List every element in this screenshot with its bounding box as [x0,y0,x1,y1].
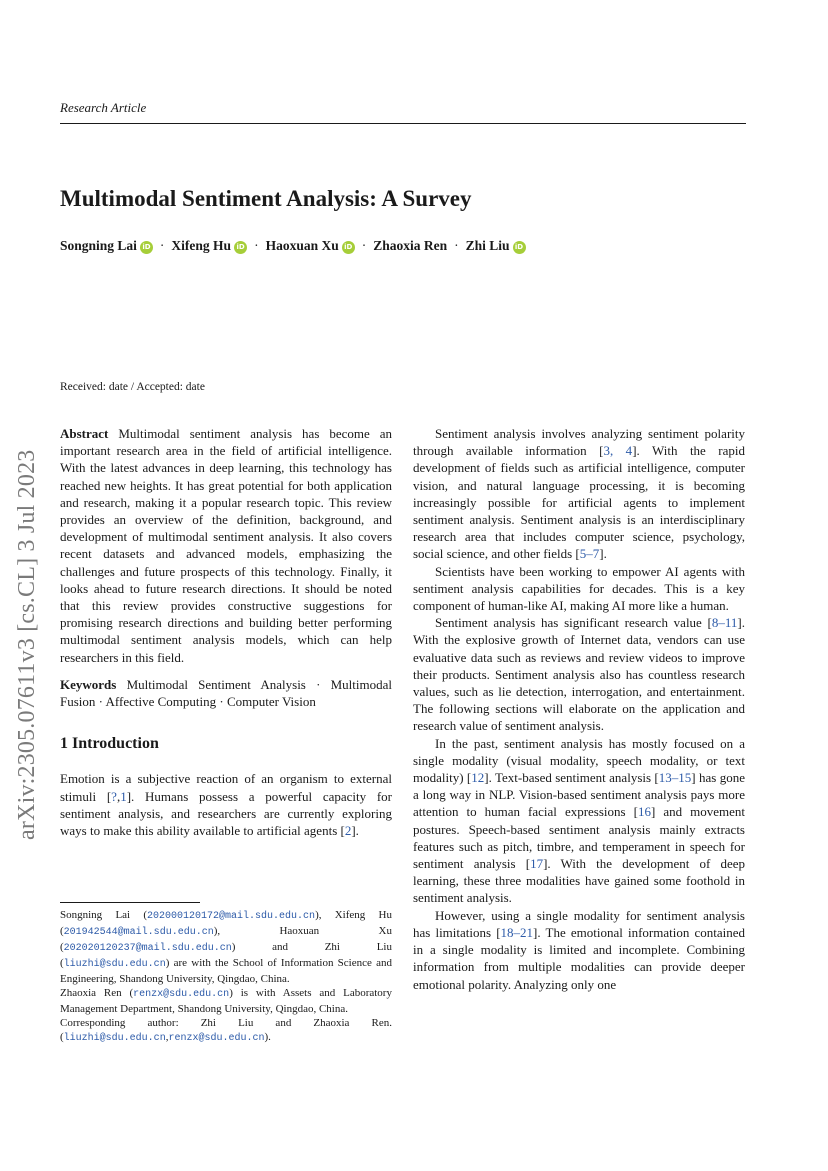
text-span: ]. The emotional information contained in a single modality is limited and incomplete. Combining information from multiple modalities can provide deeper emotional polarity. Analyzing only one [413,924,745,992]
email-link[interactable]: renzx@sdu.edu.cn [168,1033,265,1044]
footnote-affiliation [60,986,392,1016]
author-name: Zhi Liu [465,238,510,253]
author-list [60,237,580,255]
text-span: However, using a single modality for sentiment analysis has limitations [ [413,907,745,940]
abstract [60,425,392,666]
author-name: Haoxuan Xu [265,238,339,253]
orcid-icon[interactable]: iD [342,241,355,254]
body-paragraph [413,907,745,993]
text-span: ) and Zhi Liu ( [60,941,392,969]
text-span: Emotion is a subjective reaction of an organism to external stimuli [ [60,771,392,804]
citation-link[interactable]: 16 [637,804,651,820]
text-span: ] has gone a long way in NLP. Vision-based sentiment analysis pays more attention to human facial expressions [ [413,770,745,820]
text-span: ]. Text-based sentiment analysis [ [484,770,659,786]
citation-link[interactable]: 1 [120,788,127,804]
running-head: Research Article [60,100,147,115]
citation-link[interactable]: 13–15 [658,770,692,786]
email-link[interactable]: 202020120237@mail.sdu.edu.cn [63,943,232,954]
text-span: , [165,1031,169,1043]
citation-link[interactable]: ? [111,788,117,804]
text-span: ) is with Assets and Laboratory Management Department, Shandong University, Qingdao, China. [60,987,392,1015]
author-name: Xifeng Hu [171,238,232,253]
orcid-icon[interactable]: iD [234,241,247,254]
left-column [60,425,392,839]
footnote-affiliation [60,908,392,986]
arxiv-identifier[interactable]: arXiv:2305.07611v3 [cs.CL] 3 Jul 2023 [14,449,40,840]
keywords [60,676,392,710]
intro-paragraph [60,770,392,839]
right-column [413,425,745,993]
text-span: ]. With the rapid development of fields such as artificial intelligence, computer vision, and natural language processing, it is becoming increasingly possible for artificial agents to implement sentiment analysis. Sentiment analysis is an interdisciplinary research area that includes computer science, psychology, social science, and other fields [ [413,443,745,562]
author-separator: · [361,238,367,253]
orcid-icon[interactable]: iD [513,241,526,254]
text-span: Sentiment analysis involves analyzing sentiment polarity through available information [ [413,426,745,459]
footnote-corresponding [60,1016,392,1046]
citation-link[interactable]: 17 [530,856,544,872]
author-separator: · [254,238,259,253]
keywords-label: Keywords [60,676,117,692]
author-name: Songning Lai [60,238,137,253]
text-span: In the past, sentiment analysis has mostly focused on a single modality (visual modality, speech modality, or text modality) [ [413,735,745,786]
footnotes [60,908,392,1046]
author-separator: · [454,238,459,253]
text-span: Zhaoxia Ren ( [60,987,134,999]
text-span: ), Xifeng Hu ( [60,909,392,937]
text-span: ]. Humans possess a powerful capacity for sentiment analysis, and researchers are currently exploring ways to make this ability available to artificial agents [ [60,788,392,839]
section-heading: 1 Introduction [60,735,159,753]
email-link[interactable]: 202000120172@mail.sdu.edu.cn [147,911,316,922]
citation-link[interactable]: 3, 4 [603,443,633,459]
received-date: Received: date / Accepted: date [60,381,205,393]
email-link[interactable]: renzx@sdu.edu.cn [133,989,230,1000]
citation-link[interactable]: 18–21 [500,924,534,940]
email-link[interactable]: liuzhi@sdu.edu.cn [63,959,166,970]
citation-link[interactable]: 2 [344,823,352,839]
text-span: ]. With the explosive growth of Internet data, vendors can use evaluative data such as reviews and review videos to improve their products. Sentiment analysis also has countless research values, such as lie detection, interrogation, and entertainment. The following sections will elaborate on the application and research value of sentiment analysis. [413,615,745,734]
text-span: Corresponding author: Zhi Liu and Zhaoxia Ren. ( [60,1017,392,1043]
text-span: ]. [599,546,607,562]
text-span: ] and movement postures. Speech-based sentiment analysis mainly extracts features such as pitch, timbre, and temperament in speech for sentiment analysis [ [413,804,745,872]
body-paragraph: Scientists have been working to empower AI agents with sentiment analysis capabilities for decades. This is a key component of human-like AI, making AI more like a human. [413,563,745,614]
author-name: Zhaoxia Ren [373,238,448,253]
paper-title: Multimodal Sentiment Analysis: A Survey [60,186,472,211]
citation-link[interactable]: 12 [471,770,485,786]
text-span: , [116,788,121,804]
email-link[interactable]: 201942544@mail.sdu.edu.cn [63,927,214,938]
text-span: ), Haoxuan Xu ( [60,925,392,953]
abstract-label: Abstract [60,426,109,441]
keywords-text: Multimodal Sentiment Analysis · Multimodal Fusion · Affective Computing · Computer Vision [60,676,393,710]
text-span: ). [264,1031,271,1043]
author-separator: · [159,238,165,253]
abstract-text: Multimodal sentiment analysis has become an important research area in the field of artificial intelligence. With the latest advances in deep learning, this technology has reached new heights. It has great potential for both application and research, making it a popular research topic. This review provides an overview of the definition, background, and development of multimodal sentiment analysis. It also covers recent datasets and advanced models, emphasizing the challenges and future prospects of this technology. Finally, it looks ahead to future research directions. It should be noted that this review provides constructive suggestions for promising research directions and building better performing multimodal sentiment analysis models, which can help researchers in this field. [60,426,393,665]
header-rule [60,123,746,124]
text-span: ]. With the development of deep learning, these three modalities have gained some foothold in sentiment analysis. [413,856,746,906]
text-span: ) are with the School of Information Science and Engineering, Shandong University, Qingdao, China. [60,957,392,985]
citation-link[interactable]: 5–7 [579,546,600,562]
email-link[interactable]: liuzhi@sdu.edu.cn [63,1033,166,1044]
text-span: Songning Lai ( [60,909,148,921]
text-span: ]. [351,823,359,839]
body-paragraph [413,735,745,907]
body-paragraph [413,425,745,563]
orcid-icon[interactable]: iD [140,241,153,254]
citation-link[interactable]: 8–11 [711,615,738,631]
body-paragraph [413,614,745,734]
footnote-rule [60,902,200,903]
text-span: Sentiment analysis has significant research value [ [435,615,712,631]
